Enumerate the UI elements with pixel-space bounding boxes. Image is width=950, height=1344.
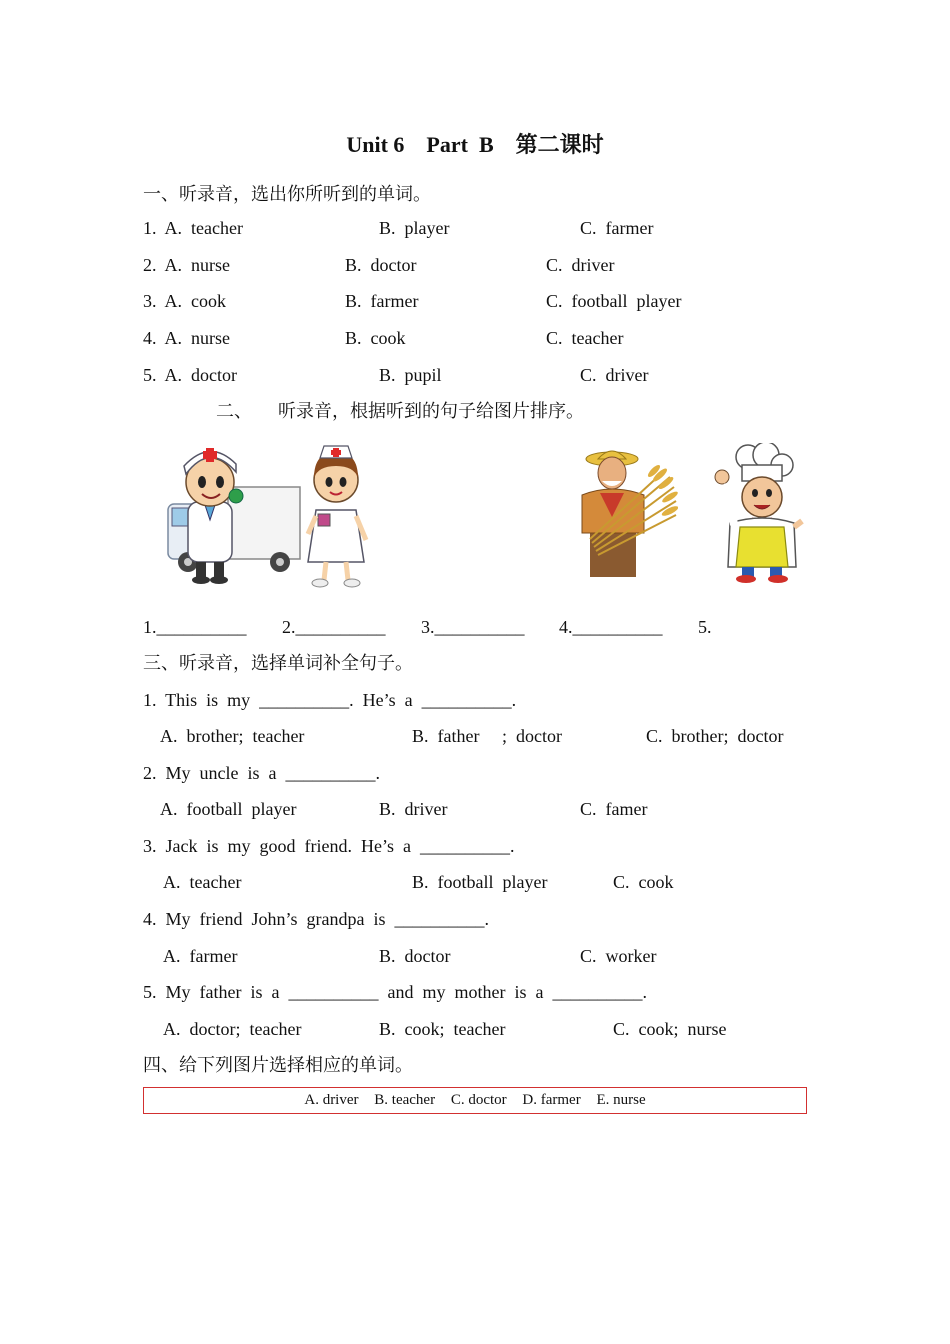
page-title — [0, 128, 950, 159]
section2-heading: 听录音，根据听到的句子给图片排序。 — [278, 401, 584, 421]
s1-q5-a: 5. A. doctor — [143, 365, 237, 385]
s2-blank-4[interactable]: 4.__________ — [559, 617, 663, 637]
doctor-picture — [158, 442, 303, 587]
word-bank-item: A. driver — [304, 1092, 359, 1108]
s1-q1-b: B. player — [379, 218, 450, 238]
s1-q4-b: B. cook — [345, 328, 406, 348]
s3-q2-b: B. driver — [379, 799, 448, 819]
word-bank-item: C. doctor — [450, 1092, 507, 1108]
s3-q1-c: C. brother; doctor — [646, 726, 784, 746]
word-bank-item: D. farmer — [522, 1092, 581, 1108]
s3-q4-b: B. doctor — [379, 946, 451, 966]
farmer-picture — [570, 447, 678, 577]
s2-blank-2[interactable]: 2.__________ — [282, 617, 386, 637]
section4-heading: 四、给下列图片选择相应的单词。 — [143, 1055, 413, 1075]
s1-q5-b: B. pupil — [379, 365, 442, 385]
s3-q2-a: A. football player — [160, 799, 297, 819]
s1-q2-c: C. driver — [546, 255, 615, 275]
cook-picture — [712, 443, 804, 585]
section2-heading-num: 二、 — [216, 401, 252, 421]
s3-q4: 4. My friend John’s grandpa is __________. — [143, 909, 489, 929]
s1-q3-c: C. football player — [546, 291, 682, 311]
s3-q2-c: C. famer — [580, 799, 648, 819]
section1-heading: 一、听录音，选出你所听到的单词。 — [143, 184, 431, 204]
s1-q2-b: B. doctor — [345, 255, 417, 275]
s1-q1-a: 1. A. teacher — [143, 218, 243, 238]
word-bank-box — [143, 1087, 807, 1114]
s3-q5: 5. My father is a __________ and my mother is a __________. — [143, 982, 647, 1002]
s3-q3-b: B. football player — [412, 872, 548, 892]
s3-q4-a: A. farmer — [163, 946, 238, 966]
s1-q1-c: C. farmer — [580, 218, 654, 238]
s3-q5-a: A. doctor; teacher — [163, 1019, 302, 1039]
title-unit: Unit 6 — [346, 132, 405, 157]
s3-q1-b: B. father ; doctor — [412, 726, 562, 746]
s3-q5-c: C. cook; nurse — [613, 1019, 727, 1039]
s1-q5-c: C. driver — [580, 365, 649, 385]
title-lesson: 第二课时 — [515, 132, 604, 157]
s1-q3-b: B. farmer — [345, 291, 419, 311]
s1-q3-a: 3. A. cook — [143, 291, 226, 311]
nurse-picture — [300, 444, 372, 589]
s3-q3-c: C. cook — [613, 872, 674, 892]
s2-blank-5[interactable]: 5. — [698, 617, 712, 637]
s3-q3: 3. Jack is my good friend. He’s a __________. — [143, 836, 515, 856]
s3-q3-a: A. teacher — [163, 872, 242, 892]
s3-q4-c: C. worker — [580, 946, 657, 966]
s3-q2: 2. My uncle is a __________. — [143, 763, 380, 783]
s1-q4-c: C. teacher — [546, 328, 624, 348]
s1-q4-a: 4. A. nurse — [143, 328, 230, 348]
title-part: Part B — [426, 132, 494, 157]
word-bank-item: E. nurse — [596, 1092, 646, 1108]
s3-q1: 1. This is my __________. He’s a __________. — [143, 690, 517, 710]
word-bank-item: B. teacher — [374, 1092, 436, 1108]
section3-heading: 三、听录音，选择单词补全句子。 — [143, 653, 413, 673]
s2-blank-1[interactable]: 1.__________ — [143, 617, 247, 637]
s3-q5-b: B. cook; teacher — [379, 1019, 506, 1039]
s1-q2-a: 2. A. nurse — [143, 255, 230, 275]
s2-blank-3[interactable]: 3.__________ — [421, 617, 525, 637]
s3-q1-a: A. brother; teacher — [160, 726, 305, 746]
